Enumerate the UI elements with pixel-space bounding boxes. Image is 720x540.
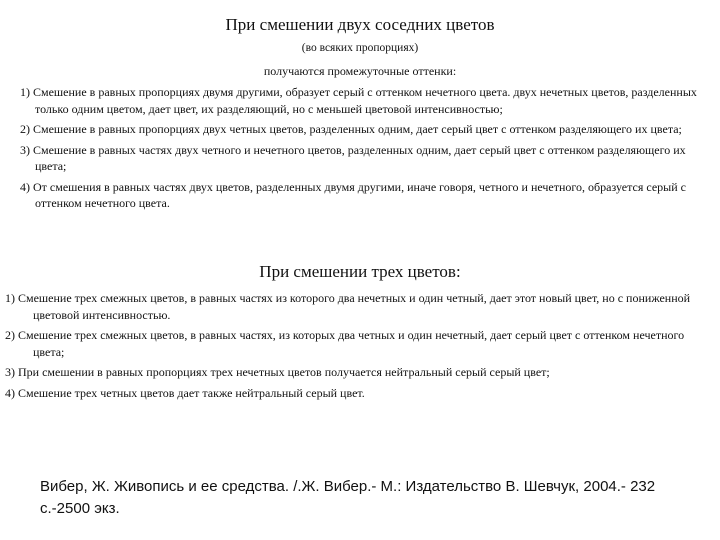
section2-title: При смешении трех цветов: xyxy=(259,262,461,281)
section2-item-1: 1) Смешение трех смежных цветов, в равных частях из которого два нечетных и один четный, дает этот новый цвет, но с пониженной цветовой интенсивностью. xyxy=(5,291,691,322)
section2-item-4: 4) Смешение трех четных цветов дает также нейтральный серый цвет. xyxy=(5,385,365,400)
citation: Вибер, Ж. Живопись и ее средства. /.Ж. Вибер.- М.: Издательство В. Шевчук, 2004.- 232 с.-2500 экз. xyxy=(40,478,656,517)
section1-item-2: 2) Смешение в равных пропорциях двух четных цветов, разделенных одним, дает серый цвет с оттенком разделяющего их цвета; xyxy=(20,122,682,136)
section1-item-3: 3) Смешение в равных частях двух четного и нечетного цветов, разделенных одним, дает серый цвет с оттенком разделяющего их цвета; xyxy=(20,142,686,173)
section2-item-3: 3) При смешении в равных пропорциях трех нечетных цветов получается нейтральный серый серый цвет; xyxy=(5,365,550,379)
section1-intro: получаются промежуточные оттенки: xyxy=(263,64,457,78)
section1-list xyxy=(20,84,710,216)
section1-item-4: 4) От смешения в равных частях двух цветов, разделенных двумя другими, иначе говоря, четного и нечетного, образуется серый с оттенком нечетного цвета. xyxy=(20,179,686,210)
section2-list xyxy=(5,290,711,405)
section1-item-1: 1) Смешение в равных пропорциях двумя другими, образует серый с оттенком нечетного цвета. двух нечетных цветов, разделенных только одним цветом, дает цвет, их разделяющий, но с меньшей цветовой интенсивностью; xyxy=(20,85,697,116)
section1-note: (во всяких пропорциях) xyxy=(301,42,419,54)
section1-title: При смешении двух соседних цветов xyxy=(225,15,495,34)
section2-item-2: 2) Смешение трех смежных цветов, в равных частях, из которых два четных и один нечетный, дает серый цвет с оттенком нечетного цвета; xyxy=(5,328,685,359)
